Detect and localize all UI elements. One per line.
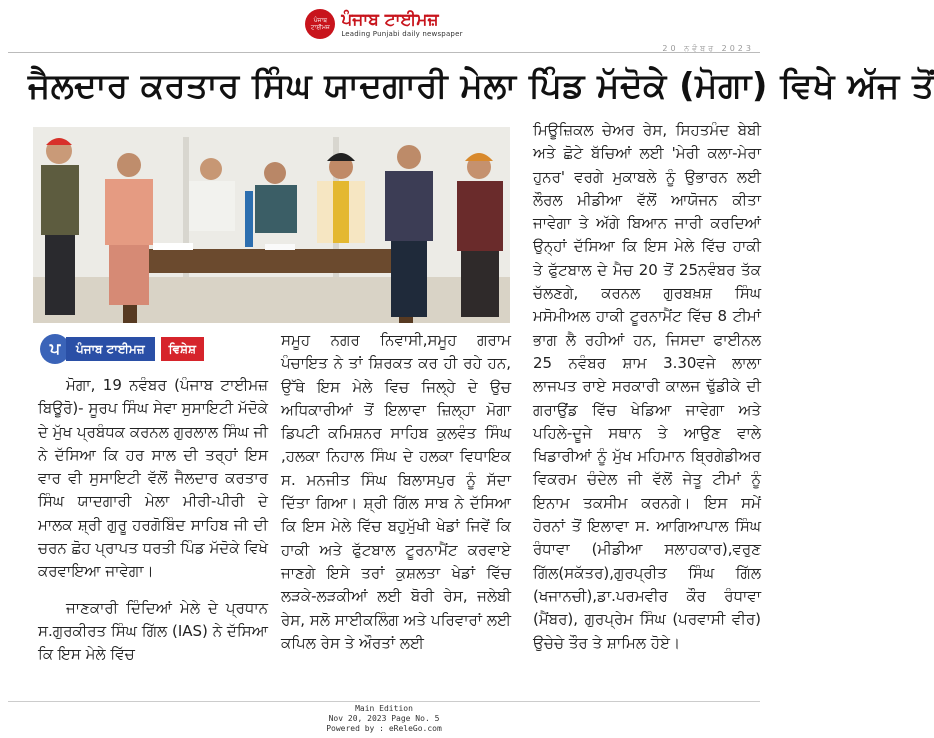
- footer-edition: Main Edition: [355, 704, 413, 713]
- section-label: [40, 332, 258, 366]
- article-column-2: [281, 329, 511, 655]
- article-paragraph: ਜਾਣਕਾਰੀ ਦਿੰਦਿਆਂ ਮੇਲੇ ਦੇ ਪ੍ਰਧਾਨ ਸ.ਗੁਰਕੀਰਤ ਸਿੰਘ ਗਿੱਲ (IAS) ਨੇ ਦੱਸਿਆ ਕਿ ਇਸ ਮੇਲੇ ਵਿੱਚ: [38, 598, 268, 664]
- newspaper-logo[interactable]: [305, 9, 462, 39]
- article-headline: ਜੈਲਦਾਰ ਕਰਤਾਰ ਸਿੰਘ ਯਾਦਗਾਰੀ ਮੇਲਾ ਪਿੰਡ ਮੱਦੋਕੇ (ਮੋਗਾ) ਵਿਖੇ ਅੱਜ ਤੋਂ: [28, 66, 934, 106]
- article-column-3: [533, 119, 761, 655]
- section-label-special: ਵਿਸ਼ੇਸ਼: [161, 337, 204, 361]
- article-paragraph: ਮੋਗਾ, 19 ਨਵੰਬਰ (ਪੰਜਾਬ ਟਾਈਮਜ਼ ਬਿਊਰੋ)- ਸੂਰਪ ਸਿੰਘ ਸੇਵਾ ਸੁਸਾਇਟੀ ਮੱਦੋਕੇ ਦੇ ਮੁੱਖ ਪ੍ਰਬੰਧਕ ਕਰਨਲ ਗੁਰਲਾਲ ਸਿੰਘ ਜੀ ਨੇ ਦੱਸਿਆ ਕਿ ਹਰ ਸਾਲ ਦੀ ਤਰ੍ਹਾਂ ਇਸ ਵਾਰ ਵੀ ਸੁਸਾਇਟੀ ਵੱਲੋਂ ਜੈਲਦਾਰ ਕਰਤਾਰ ਸਿੰਘ ਯਾਦਗਾਰੀ ਮੇਲਾ ਮੀਰੀ-ਪੀਰੀ ਦੇ ਮਾਲਕ ਸ਼੍ਰੀ ਗੁਰੂ ਹਰਗੋਬਿੰਦ ਸਾਹਿਬ ਜੀ ਦੀ ਚਰਨ ਛੋਹ ਪ੍ਰਾਪਤ ਧਰਤੀ ਪਿੰਡ ਮੱਦੋਕੇ ਵਿਖੇ ਕਰਵਾਇਆ ਜਾਵੇਗਾ।: [38, 376, 268, 581]
- footer-date-page: Nov 20, 2023 Page No. 5: [328, 714, 440, 723]
- article-column-1: [38, 374, 268, 667]
- group-photo-illustration: [33, 127, 510, 323]
- section-label-name: ਪੰਜਾਬ ਟਾਈਮਜ਼: [66, 337, 155, 361]
- divider: [8, 52, 760, 53]
- header-date: 20 ਨਵੰਬਰ 2023: [662, 44, 754, 53]
- punjab-times-icon: ਪ: [40, 334, 70, 364]
- divider: [8, 701, 760, 702]
- article-paragraph: ਸਮੂਹ ਨਗਰ ਨਿਵਾਸੀ,ਸਮੂਹ ਗਰਾਮ ਪੰਚਾਇਤ ਨੇ ਤਾਂ ਸ਼ਿਰਕਤ ਕਰ ਹੀ ਰਹੇ ਹਨ, ਉੱਥੇ ਇਸ ਮੇਲੇ ਵਿਚ ਜਿਲ੍ਹੇ ਦੇ ਉਚ ਅਧਿਕਾਰੀਆਂ ਤੋਂ ਇਲਾਵਾ ਜ਼ਿਲ੍ਹਾ ਮੋਗਾ ਡਿਪਟੀ ਕਮਿਸ਼ਨਰ ਸਾਹਿਬ ਕੁਲਵੰਤ ਸਿੰਘ ,ਹਲਕਾ ਨਿਹਾਲ ਸਿੰਘ ਦੇ ਹਲਕਾ ਵਿਧਾਇਕ ਸ. ਮਨਜੀਤ ਸਿੰਘ ਬਿਲਾਸਪੁਰ ਨੂੰ ਸੱਦਾ ਦਿੱਤਾ ਗਿਆ। ਸ਼੍ਰੀ ਗਿੱਲ ਸਾਬ ਨੇ ਦੱਸਿਆ ਕਿ ਇਸ ਮੇਲੇ ਵਿੱਚ ਬਹੁਮੁੱਖੀ ਖੇਡਾਂ ਜਿਵੇਂ ਕਿ ਹਾਕੀ ਅਤੇ ਫੁੱਟਬਾਲ ਟੂਰਨਾਮੈਂਟ ਕਰਵਾਏ ਜਾਣਗੇ ਇਸੇ ਤਰਾਂ ਕੁਸ਼ਲਤਾ ਖੇਡਾਂ ਵਿੱਚ ਲੜਕੇ-ਲੜਕੀਆਂ ਲਈ ਬੋਰੀ ਰੇਸ, ਜਲੇਬੀ ਰੇਸ, ਸਲੋ ਸਾਈਕਲਿੰਗ ਅਤੇ ਪਰਿਵਾਰਾਂ ਲਈ ਕਪਿਲ ਰੇਸ ਤੇ ਔਰਤਾਂ ਲਈ: [281, 331, 511, 652]
- article-photo: [33, 127, 510, 323]
- newspaper-tagline: Leading Punjabi daily newspaper: [341, 30, 463, 38]
- logo-badge: ਪੰਜਾਬ ਟਾਈਮਜ਼: [305, 9, 335, 39]
- article-paragraph: ਮਿਊਜ਼ਿਕਲ ਚੇਅਰ ਰੇਸ, ਸਿਹਤਮੰਦ ਬੇਬੀ ਅਤੇ ਛੋਟੇ ਬੱਚਿਆਂ ਲਈ 'ਮੇਰੀ ਕਲਾ-ਮੇਰਾ ਹੁਨਰ' ਵਰਗੇ ਮੁਕਾਬਲੇ ਨੂੰ ਉਭਾਰਨ ਲਈ ਲੌਰਲ ਮੀਡੀਆ ਵੱਲੋਂ ਆਯੋਜਨ ਕੀਤਾ ਜਾਵੇਗਾ ਤੇ ਅੱਗੇ ਬਿਆਨ ਜਾਰੀ ਕਰਦਿਆਂ ਉਨ੍ਹਾਂ ਦੱਸਿਆ ਕਿ ਇਸ ਮੇਲੇ ਵਿੱਚ ਹਾਕੀ ਤੇ ਫੁੱਟਬਾਲ ਦੇ ਮੈਚ 20 ਤੋਂ 25ਨਵੰਬਰ ਤੱਕ ਚੱਲਣਗੇ, ਕਰਨਲ ਗੁਰਬਖ਼ਸ਼ ਸਿੰਘ ਮਸੋਮੀਅਲ ਹਾਕੀ ਟੂਰਨਾਮੈਂਟ ਵਿੱਚ 8 ਟੀਮਾਂ ਭਾਗ ਲੈ ਰਹੀਆਂ ਹਨ, ਜਿਸਦਾ ਫਾਈਨਲ 25 ਨਵੰਬਰ ਸ਼ਾਮ 3.30ਵਜੇ ਲਾਲਾ ਲਾਜਪਤ ਰਾਏ ਸਰਕਾਰੀ ਕਾਲਜ ਢੁੱਡੀਕੇ ਦੀ ਗਰਾਉਂਡ ਵਿੱਚ ਖੇਡਿਆ ਜਾਵੇਗਾ ਅਤੇ ਪਹਿਲੇ-ਦੂਜੇ ਸਥਾਨ ਤੇ ਆਉਣ ਵਾਲੇ ਖਿਡਾਰੀਆਂ ਨੂੰ ਮੁੱਖ ਮਹਿਮਾਨ ਬ੍ਰਿਗੇਡੀਅਰ ਵਿਕਰਮ ਚੰਦੇਲ ਜੀ ਵੱਲੋਂ ਜੇਤੂ ਟੀਮਾਂ ਨੂੰ ਇਨਾਮ ਤਕਸੀਮ ਕਰਨਗੇ। ਇਸ ਸਮੇਂ ਹੋਰਨਾਂ ਤੋਂ ਇਲਾਵਾ ਸ. ਆਗਿਆਪਾਲ ਸਿੰਘ ਰੰਧਾਵਾ (ਮੀਡੀਆ ਸਲਾਹਕਾਰ),ਵਰੁਣ ਗਿੱਲ(ਸਕੱਤਰ),ਗੁਰਪ੍ਰੀਤ ਸਿੰਘ ਗਿੱਲ (ਖਜਾਨਚੀ),ਡਾ.ਪਰਮਵੀਰ ਕੌਰ ਰੰਧਾਵਾ (ਮੈਂਬਰ), ਗੁਰਪ੍ਰੇਮ ਸਿੰਘ (ਪਰਵਾਸੀ ਵੀਰ) ਉਚੇਚੇ ਤੌਰ ਤੇ ਸ਼ਾਮਿਲ ਹੋਏ।: [533, 121, 761, 652]
- page-footer: [0, 704, 768, 734]
- newspaper-name: ਪੰਜਾਬ ਟਾਈਮਜ਼: [341, 10, 439, 30]
- masthead: [0, 0, 768, 48]
- footer-powered-by[interactable]: Powered by : eReleGo.com: [326, 724, 442, 733]
